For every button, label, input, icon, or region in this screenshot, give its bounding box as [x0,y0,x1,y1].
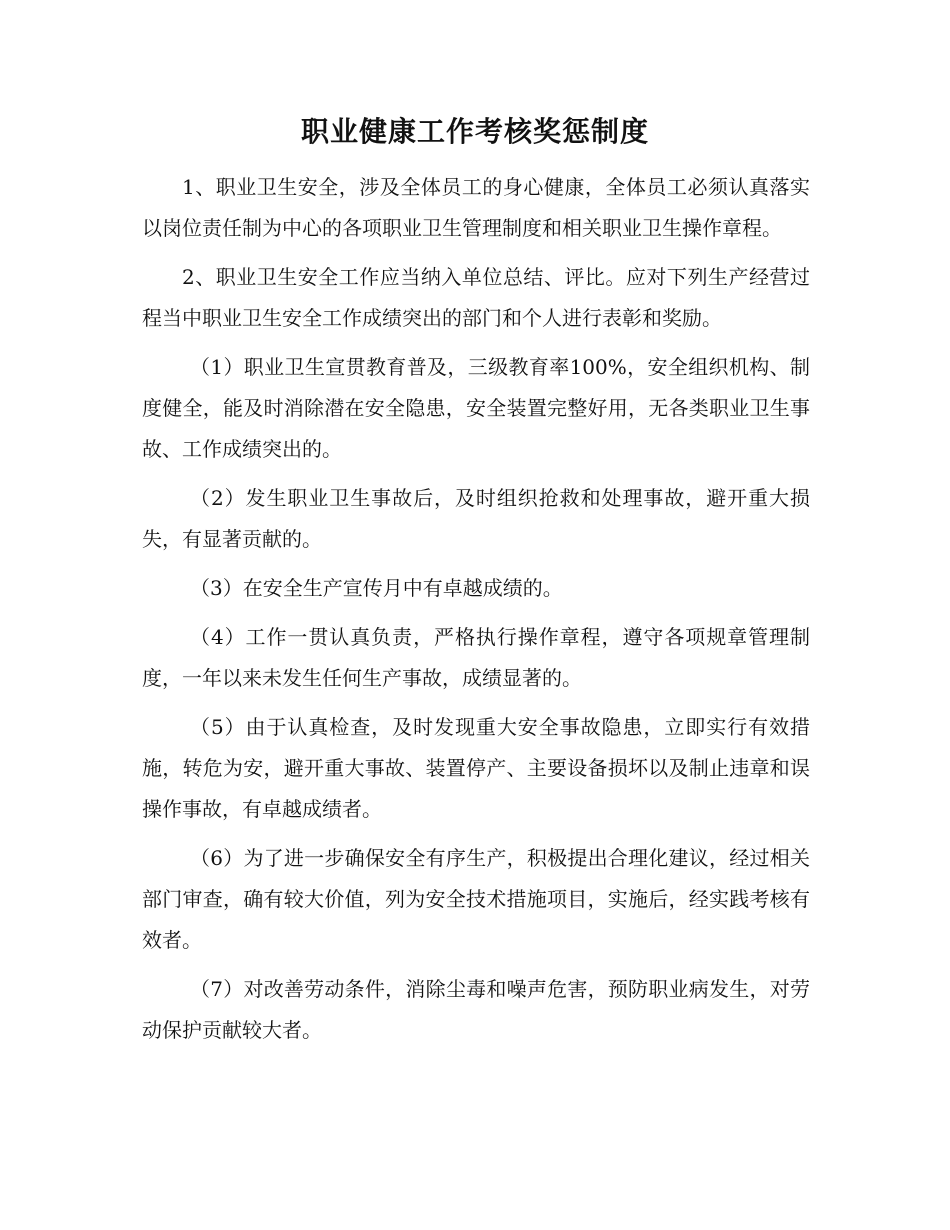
paragraph-item-7: （7）对改善劳动条件，消除尘毒和噪声危害，预防职业病发生，对劳动保护贡献较大者。 [142,977,810,1042]
paragraph-item-6: （6）为了进一步确保安全有序生产，积极提出合理化建议，经过相关部门审查，确有较大价值，列为安全技术措施项目，实施后，经实践考核有效者。 [142,846,810,952]
paragraph-item-2: （2）发生职业卫生事故后，及时组织抢救和处理事故，避开重大损失，有显著贡献的。 [142,486,810,551]
paragraph-item-3: （3）在安全生产宣传月中有卓越成绩的。 [190,576,563,600]
paragraph-item-5: （5）由于认真检查，及时发现重大安全事故隐患，立即实行有效措施，转危为安，避开重大事故、装置停产、主要设备损坏以及制止违章和误操作事故，有卓越成绩者。 [142,715,810,821]
paragraph-1: 1、职业卫生安全，涉及全体员工的身心健康，全体员工必须认真落实以岗位责任制为中心的各项职业卫生管理制度和相关职业卫生操作章程。 [142,175,810,240]
paragraph-item-1: （1）职业卫生宣贯教育普及，三级教育率100%，安全组织机构、制度健全，能及时消除潜在安全隐患，安全装置完整好用，无各类职业卫生事故、工作成绩突出的。 [142,355,810,461]
document-title: 职业健康工作考核奖惩制度 [300,115,649,148]
paragraph-2: 2、职业卫生安全工作应当纳入单位总结、评比。应对下列生产经营过程当中职业卫生安全工作成绩突出的部门和个人进行表彰和奖励。 [142,265,810,330]
document-body [142,167,810,1059]
paragraph-item-4: （4）工作一贯认真负责，严格执行操作章程，遵守各项规章管理制度，一年以来未发生任何生产事故，成绩显著的。 [142,625,810,690]
